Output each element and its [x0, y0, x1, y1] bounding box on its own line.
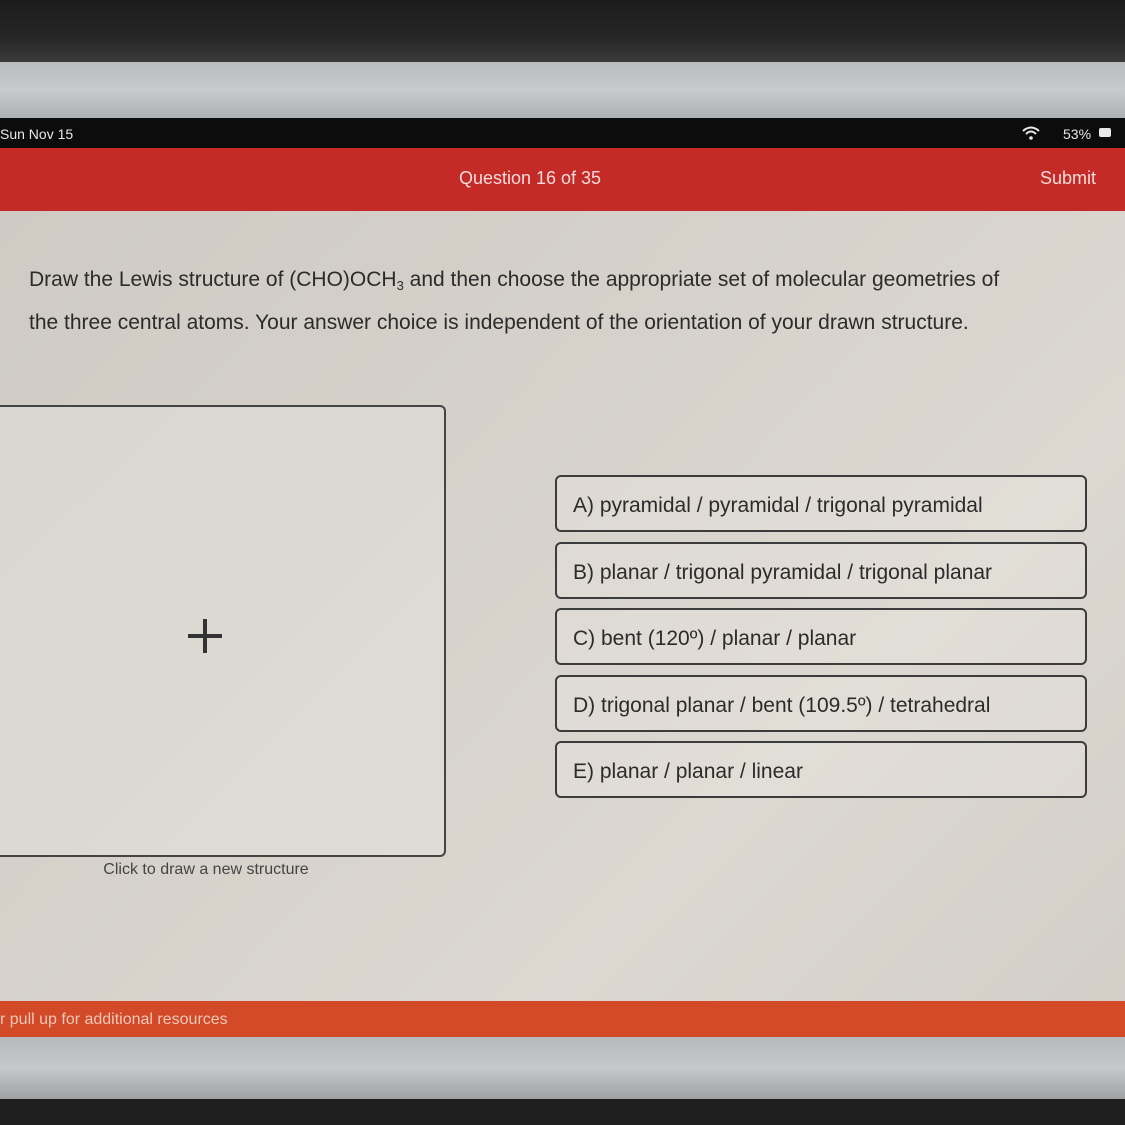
battery-icon [1099, 128, 1111, 137]
question-text-end: and then choose the appropriate set of molecular geometries of the three central atoms. Your answer choice is independent of the orientation of your drawn structure. [29, 268, 1000, 334]
answer-choice-e[interactable] [555, 741, 1087, 798]
submit-button[interactable]: Submit [1040, 168, 1097, 188]
answer-choice-label: E) planar / planar / linear [573, 760, 803, 783]
question-counter: Question 16 of 35 [458, 168, 602, 188]
draw-structure-area[interactable] [0, 405, 446, 857]
question-content [0, 211, 1125, 1001]
plus-icon [188, 619, 222, 653]
resources-footer-text: r pull up for additional resources [0, 1011, 228, 1028]
resources-footer[interactable] [0, 1001, 1125, 1037]
answer-choice-d[interactable] [555, 675, 1087, 732]
answer-choice-label: C) bent (120º) / planar / planar [573, 627, 857, 650]
answer-choice-a[interactable] [555, 475, 1087, 532]
device-bezel-bottom [0, 1037, 1125, 1099]
photo-background-top [0, 0, 1125, 62]
status-date: Sun Nov 15 [0, 126, 74, 142]
photo-background-bottom [0, 1099, 1125, 1125]
app-header [0, 148, 1125, 211]
wifi-icon [1022, 126, 1040, 140]
device-bezel-top [0, 62, 1125, 118]
answer-choice-label: D) trigonal planar / bent (109.5º) / tetrahedral [573, 694, 991, 717]
question-text [29, 261, 1009, 341]
answer-choice-label: A) pyramidal / pyramidal / trigonal pyramidal [573, 494, 983, 517]
answer-choice-label: B) planar / trigonal pyramidal / trigonal planar [573, 561, 993, 584]
battery-percentage: 53% [1063, 126, 1092, 142]
question-subscript: 3 [396, 278, 404, 293]
question-text-start: Draw the Lewis structure of (CHO)OCH [29, 268, 397, 291]
draw-structure-caption: Click to draw a new structure [103, 861, 309, 878]
answer-choice-c[interactable] [555, 608, 1087, 665]
status-bar [0, 118, 1125, 148]
answer-choice-b[interactable] [555, 542, 1087, 599]
